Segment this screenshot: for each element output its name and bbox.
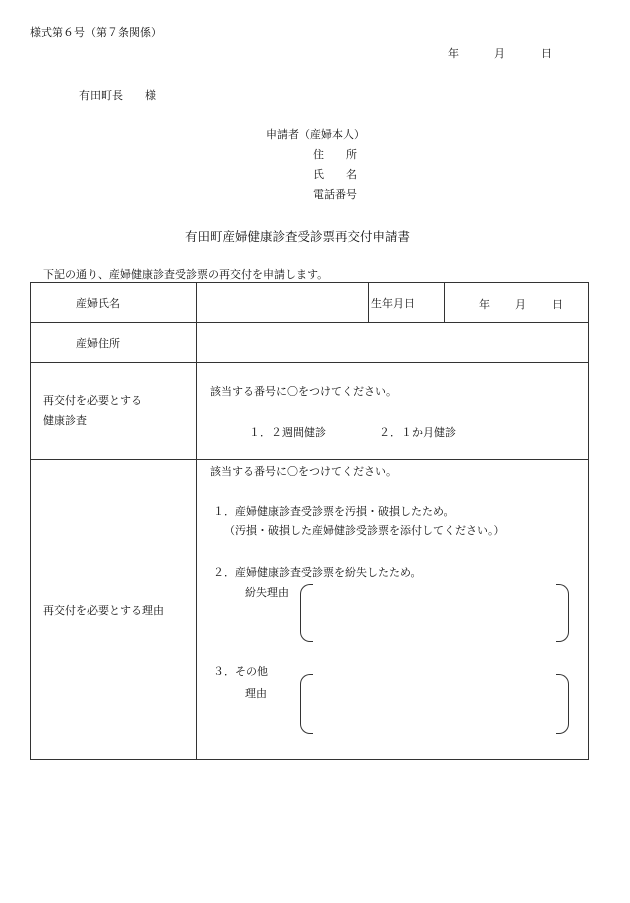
reason-label: 再交付を必要とする理由 (31, 460, 197, 760)
birth-label: 生年月日 (369, 283, 445, 323)
reason-options (197, 460, 589, 760)
name-row (31, 283, 589, 323)
other-reason-input[interactable] (315, 676, 553, 730)
exam-option-1[interactable]: １．２週間健診 (249, 426, 326, 439)
applicant-name-label: 氏 名 (313, 168, 357, 181)
date-month-label: 月 (494, 47, 505, 60)
address-value[interactable] (197, 323, 589, 363)
application-table (30, 282, 589, 760)
birth-value[interactable] (445, 283, 589, 323)
form-number: 様式第６号（第７条関係） (30, 26, 162, 39)
birth-month-label: 月 (515, 297, 526, 311)
address-label: 産婦住所 (31, 323, 197, 363)
address-row (31, 323, 589, 363)
applicant-address-label: 住 所 (313, 148, 357, 161)
document-title: 有田町産婦健康診査受診票再交付申請書 (185, 229, 411, 244)
reason-option-1[interactable]: １．産婦健康診査受診票を汚損・破損したため。 (213, 505, 455, 518)
exam-label (31, 363, 197, 460)
date-year-label: 年 (448, 47, 459, 60)
exam-instruction: 該当する番号に〇をつけてください。 (210, 385, 397, 398)
loss-reason-input[interactable] (315, 586, 553, 638)
birth-year-label: 年 (479, 297, 490, 311)
reason-option-3[interactable]: ３．その他 (213, 665, 268, 678)
other-reason-left-bracket (300, 674, 313, 734)
intro-text: 下記の通り、産婦健康診査受診票の再交付を申請します。 (43, 268, 329, 281)
exam-label-line-2: 健康診査 (43, 414, 87, 427)
date-day-label: 日 (541, 47, 552, 60)
reason-row (31, 460, 589, 760)
exam-label-line-1: 再交付を必要とする (43, 394, 142, 407)
reason-option-2[interactable]: ２．産婦健康診査受診票を紛失したため。 (213, 566, 422, 579)
applicant-phone-label: 電話番号 (313, 188, 357, 201)
name-label: 産婦氏名 (31, 283, 197, 323)
other-reason-label: 理由 (245, 687, 267, 700)
exam-option-2[interactable]: ２．１か月健診 (379, 426, 456, 439)
applicant-label: 申請者（産婦本人） (266, 128, 365, 141)
exam-options (197, 363, 589, 460)
reason-option-1-note: （汚損・破損した産婦健診受診票を添付してください。） (224, 524, 505, 537)
loss-reason-label: 紛失理由 (245, 586, 289, 599)
name-value[interactable] (197, 283, 369, 323)
exam-row (31, 363, 589, 460)
loss-reason-right-bracket (556, 584, 569, 642)
birth-day-label: 日 (552, 297, 563, 311)
addressee: 有田町長 様 (79, 89, 156, 102)
loss-reason-left-bracket (300, 584, 313, 642)
other-reason-right-bracket (556, 674, 569, 734)
reason-instruction: 該当する番号に〇をつけてください。 (210, 465, 397, 478)
